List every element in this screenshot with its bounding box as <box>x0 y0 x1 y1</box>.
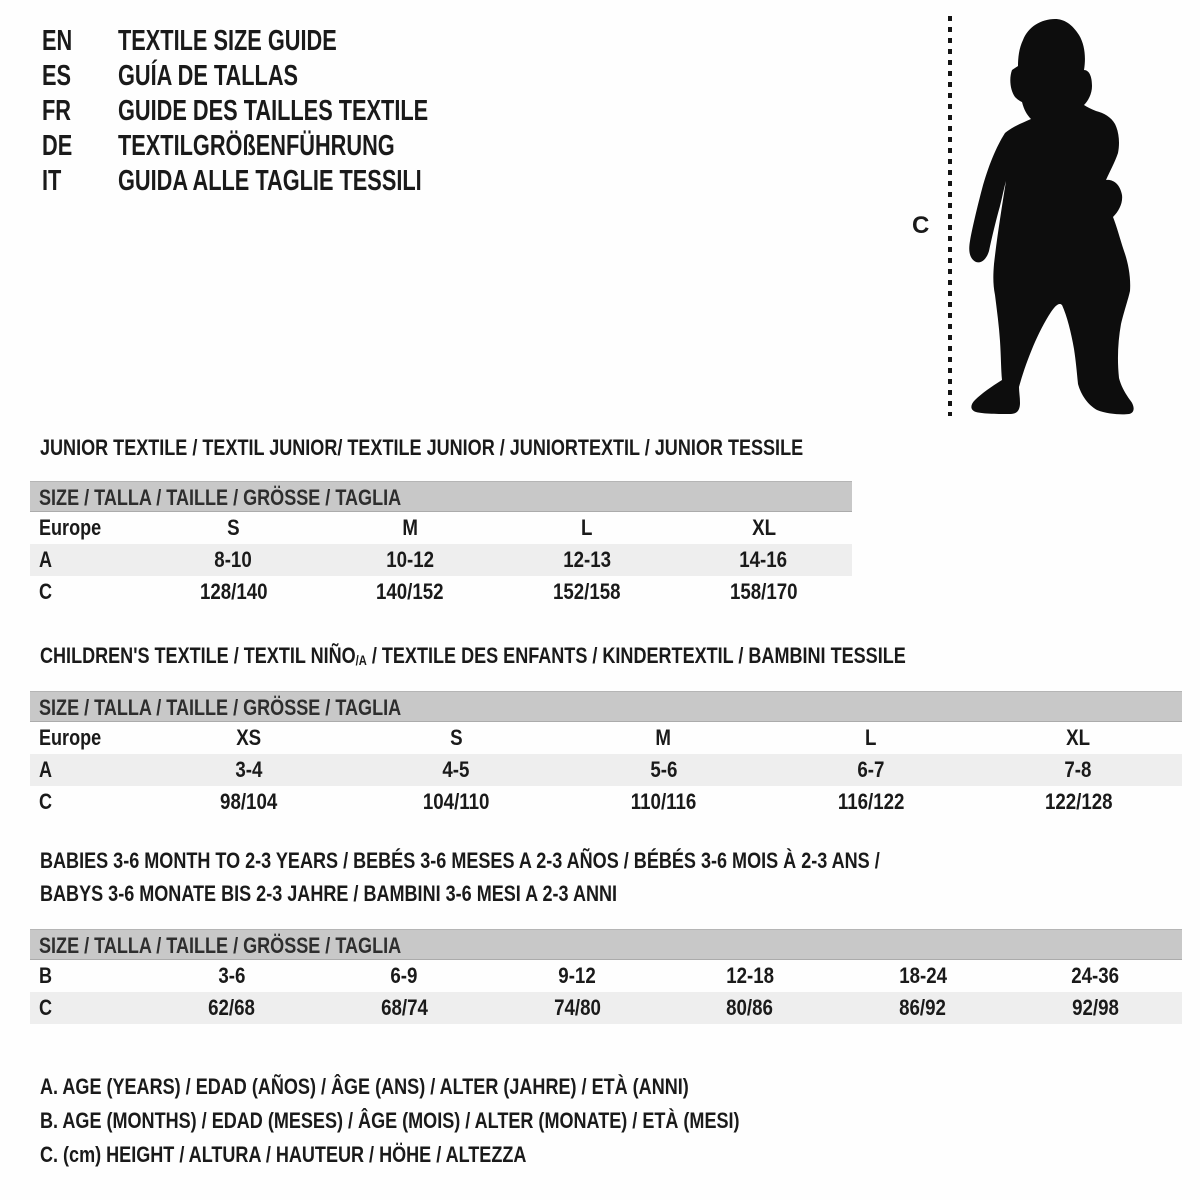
size-cell: 116/122 <box>837 789 905 814</box>
nino-a-subscript: /A <box>355 653 367 669</box>
lang-code: DE <box>42 130 73 162</box>
size-cell: 80/86 <box>726 995 774 1020</box>
row-label: A <box>39 757 53 782</box>
size-cell: 12-13 <box>562 547 611 572</box>
table-row <box>30 786 1182 818</box>
lang-code: IT <box>42 165 62 197</box>
lang-line-fr <box>42 94 532 129</box>
lang-line-es <box>42 59 532 94</box>
babies-table-body <box>30 960 1182 1024</box>
table-row <box>30 754 1182 786</box>
size-cell: S <box>449 725 463 750</box>
size-cell: XS <box>236 725 262 750</box>
size-cell: XL <box>751 515 776 540</box>
lang-code: EN <box>42 25 73 57</box>
size-cell: 98/104 <box>220 789 278 814</box>
size-cell: 152/158 <box>553 579 621 604</box>
junior-table-body <box>30 512 852 608</box>
measure-legend <box>40 1070 893 1172</box>
size-cell: 12-18 <box>725 963 774 988</box>
legend-age-years: A. AGE (YEARS) / EDAD (AÑOS) / ÂGE (ANS) / ALTER (JAHRE) / ETÀ (ANNI) <box>40 1074 689 1099</box>
children-size-table <box>30 691 1182 818</box>
row-label: B <box>39 963 53 988</box>
guide-title: GUÍA DE TALLAS <box>118 60 299 92</box>
section-title-junior: JUNIOR TEXTILE / TEXTIL JUNIOR/ TEXTILE JUNIOR / JUNIORTEXTIL / JUNIOR TESSILE <box>40 435 804 460</box>
table-row <box>30 544 852 576</box>
row-label: C <box>39 995 53 1020</box>
children-table-body <box>30 722 1182 818</box>
size-cell: 24-36 <box>1071 963 1120 988</box>
legend-height-cm: C. (cm) HEIGHT / ALTURA / HAUTEUR / HÖHE / ALTEZZA <box>40 1142 527 1167</box>
row-label: A <box>39 547 53 572</box>
junior-size-table <box>30 481 852 608</box>
guide-title: GUIDA ALLE TAGLIE TESSILI <box>118 165 422 197</box>
table-row <box>30 722 1182 754</box>
size-cell: 140/152 <box>376 579 444 604</box>
size-cell: 62/68 <box>208 995 255 1020</box>
size-cell: 14-16 <box>739 547 788 572</box>
section-title-babies: BABIES 3-6 MONTH TO 2-3 YEARS / BEBÉS 3-6 MESES A 2-3 AÑOS / BÉBÉS 3-6 MOIS À 2-3 ANS / BABYS 3-6 MONATE BIS 2-3 JAHRE / BAMBINI 3-6 MESI A 2-3 ANNI <box>40 848 880 906</box>
size-cell: L <box>865 725 877 750</box>
height-measure-label: C <box>912 212 930 239</box>
size-cell: 8-10 <box>214 547 253 572</box>
toddler-silhouette <box>967 14 1139 420</box>
size-cell: 9-12 <box>558 963 596 988</box>
row-label: C <box>39 579 53 604</box>
size-cell: 6-7 <box>857 757 885 782</box>
guide-title: TEXTILE SIZE GUIDE <box>118 25 337 57</box>
size-cell: 74/80 <box>553 995 601 1020</box>
size-cell: 5-6 <box>649 757 678 782</box>
lang-code: FR <box>42 95 72 127</box>
size-cell: 122/128 <box>1044 789 1113 814</box>
language-title-list <box>42 24 532 199</box>
table-row <box>30 960 1182 992</box>
height-measure-dashed-line <box>948 16 952 416</box>
size-cell: 92/98 <box>1072 995 1119 1020</box>
size-cell: 6-9 <box>390 963 418 988</box>
row-label: Europe <box>39 725 102 750</box>
size-table-header: SIZE / TALLA / TAILLE / GRÖSSE / TAGLIA <box>30 929 1182 960</box>
size-cell: S <box>227 515 240 540</box>
guide-title: GUIDE DES TAILLES TEXTILE <box>118 95 429 127</box>
guide-title: TEXTILGRÖßENFÜHRUNG <box>118 130 395 162</box>
size-cell: 3-4 <box>235 757 263 782</box>
size-cell: 110/116 <box>630 789 697 814</box>
size-cell: 3-6 <box>217 963 245 988</box>
size-cell: 7-8 <box>1064 757 1092 782</box>
size-cell: 4-5 <box>442 757 470 782</box>
babies-size-table <box>30 929 1182 1024</box>
size-cell: 18-24 <box>898 963 947 988</box>
lang-line-de <box>42 129 532 164</box>
size-table-header: SIZE / TALLA / TAILLE / GRÖSSE / TAGLIA <box>30 691 1182 722</box>
size-cell: 10-12 <box>386 547 435 572</box>
size-cell: 104/110 <box>422 789 490 814</box>
size-cell: M <box>655 725 672 750</box>
table-row <box>30 576 852 608</box>
size-cell: XL <box>1066 725 1091 750</box>
size-cell: 158/170 <box>729 579 798 604</box>
row-label: C <box>39 789 53 814</box>
size-cell: 128/140 <box>199 579 268 604</box>
lang-line-en <box>42 24 532 59</box>
size-cell: L <box>581 515 593 540</box>
row-label: Europe <box>39 515 102 540</box>
size-table-header: SIZE / TALLA / TAILLE / GRÖSSE / TAGLIA <box>30 481 852 512</box>
lang-code: ES <box>42 60 72 92</box>
table-row <box>30 512 852 544</box>
legend-age-months: B. AGE (MONTHS) / EDAD (MESES) / ÂGE (MOIS) / ALTER (MONATE) / ETÀ (MESI) <box>40 1108 740 1133</box>
lang-line-it <box>42 164 532 199</box>
table-row <box>30 992 1182 1024</box>
size-cell: 86/92 <box>899 995 947 1020</box>
section-title-children: CHILDREN'S TEXTILE / TEXTIL $NIÑO_{/A}$ / TEXTILE DES ENFANTS / KINDERTEXTIL / BAMBINI TESSILE <box>40 643 906 669</box>
size-cell: 68/74 <box>380 995 428 1020</box>
size-cell: M <box>402 515 418 540</box>
